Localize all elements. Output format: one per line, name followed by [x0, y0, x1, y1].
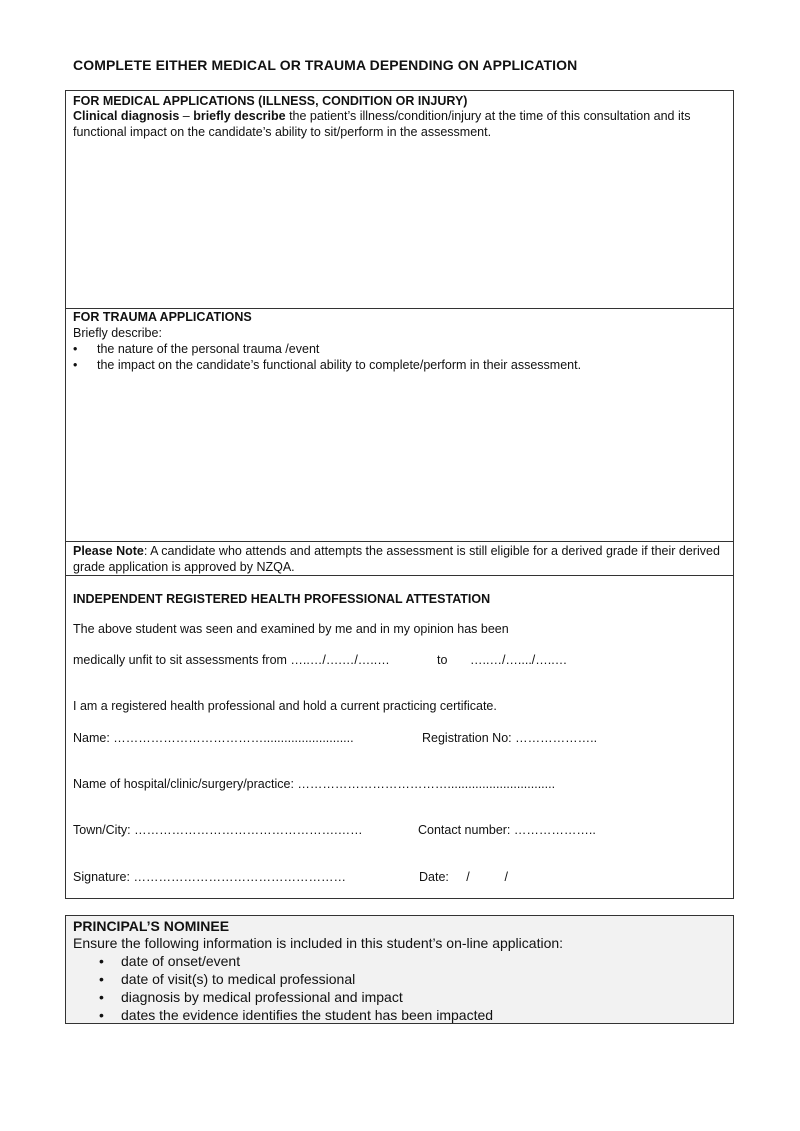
bullet-icon: • — [99, 971, 104, 987]
bullet-icon: • — [99, 1007, 104, 1023]
trauma-description-area[interactable] — [66, 375, 733, 540]
hospital-field[interactable]: Name of hospital/clinic/surgery/practice: ………………………………............................... — [73, 777, 556, 791]
please-note-label: Please Note — [73, 544, 144, 558]
principal-bullet-text: diagnosis by medical professional and impact — [121, 989, 403, 1005]
principal-bullet-item — [99, 988, 403, 1006]
name-field[interactable]: Name: ……………………………….......................... — [73, 731, 354, 745]
please-note — [73, 543, 723, 575]
town-city-field[interactable]: Town/City: ………………………………………….…… — [73, 823, 363, 837]
attestation-title: INDEPENDENT REGISTERED HEALTH PROFESSIONAL ATTESTATION — [73, 592, 491, 606]
date-field[interactable]: Date: / / — [419, 870, 508, 884]
principal-title: PRINCIPAL’S NOMINEE — [73, 918, 230, 934]
principal-bullet-text: date of visit(s) to medical professional — [121, 971, 356, 987]
trauma-bullet-text: the impact on the candidate’s functional ability to complete/perform in their assessment. — [97, 358, 582, 372]
principal-intro: Ensure the following information is included in this student’s on-line application: — [73, 935, 564, 951]
medical-section-title: FOR MEDICAL APPLICATIONS (ILLNESS, CONDITION OR INJURY) — [73, 94, 468, 108]
attestation-statement: The above student was seen and examined by me and in my opinion has been — [73, 622, 509, 636]
principal-bullet-text: dates the evidence identifies the student has been impacted — [121, 1007, 494, 1023]
bullet-icon: • — [73, 358, 78, 372]
trauma-section-title: FOR TRAUMA APPLICATIONS — [73, 310, 252, 324]
trauma-bullet-item — [73, 357, 581, 373]
briefly-describe-label: briefly describe — [193, 109, 286, 123]
principal-bullet-item — [99, 952, 240, 970]
trauma-intro: Briefly describe: — [73, 326, 162, 340]
diag-dash: – — [179, 109, 194, 123]
principal-bullet-text: date of onset/event — [121, 953, 241, 969]
principals-nominee-box — [65, 915, 734, 1024]
unfit-to-date[interactable]: …..…/…..../…..… — [470, 653, 568, 667]
medical-trauma-form — [65, 90, 734, 899]
please-note-text: : A candidate who attends and attempts the assessment is still eligible for a derived grade if their derived grade application is approved by NZQA. — [73, 544, 720, 574]
contact-number-field[interactable]: Contact number: ……………….. — [418, 823, 596, 837]
to-label: to — [437, 653, 448, 667]
divider — [66, 541, 733, 542]
principal-bullet-item — [99, 970, 355, 988]
unfit-from-dates[interactable]: medically unfit to sit assessments from …..…/….…/…..… — [73, 653, 390, 667]
signature-field[interactable]: Signature: …………………………………………… — [73, 870, 346, 884]
bullet-icon: • — [73, 342, 78, 356]
registration-number-field[interactable]: Registration No: ……………….. — [422, 731, 598, 745]
bullet-icon: • — [99, 953, 104, 969]
medical-description-area[interactable] — [66, 143, 733, 307]
trauma-bullet-item — [73, 341, 319, 357]
bullet-icon: • — [99, 989, 104, 1005]
divider — [66, 575, 733, 576]
page-heading: COMPLETE EITHER MEDICAL OR TRAUMA DEPENDING ON APPLICATION — [73, 57, 578, 73]
medical-instructions — [73, 108, 723, 140]
registration-statement: I am a registered health professional and hold a current practicing certificate. — [73, 699, 497, 713]
clinical-diagnosis-label: Clinical diagnosis — [73, 109, 180, 123]
principal-bullet-item — [99, 1006, 493, 1024]
medical-diag-text: the patient’s illness/condition/injury at the time of this consultation and its functional impact on the candidate’s ability to sit/perform in the assessment. — [73, 109, 691, 139]
trauma-bullet-text: the nature of the personal trauma /event — [97, 342, 320, 356]
